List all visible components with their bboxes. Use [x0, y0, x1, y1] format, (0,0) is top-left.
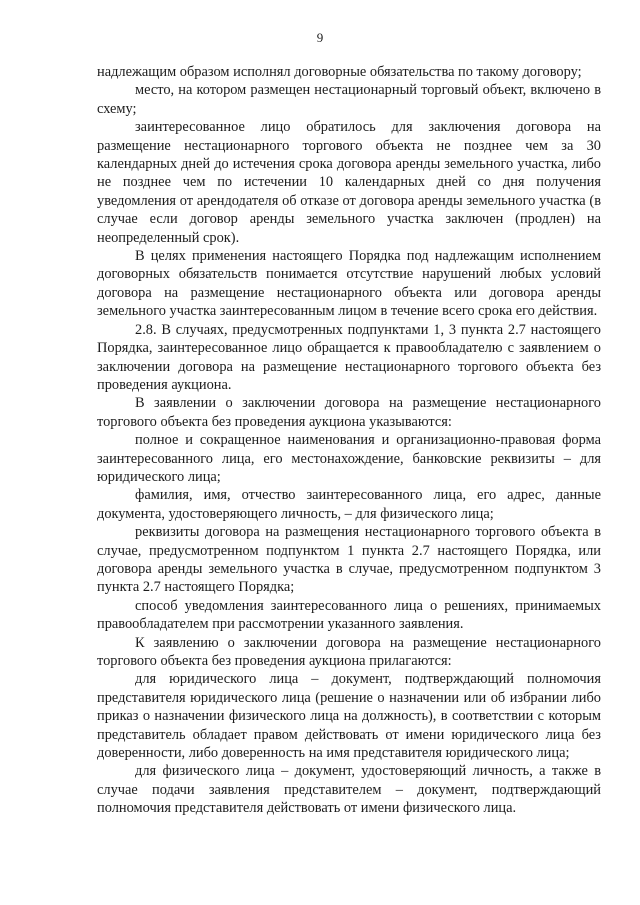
paragraph: 2.8. В случаях, предусмотренных подпунктами 1, 3 пункта 2.7 настоящего Порядка, заинтересованное лицо обращается к правообладателю с заявлением о заключении договора на размещение нестационарного торгового объекта без проведения аукциона. — [97, 321, 601, 393]
paragraph: место, на котором размещен нестационарный торговый объект, включено в схему; — [97, 82, 601, 117]
page-number: 9 — [316, 30, 324, 45]
paragraph: способ уведомления заинтересованного лица о решениях, принимаемых правообладателем при рассмотрении указанного заявления. — [97, 597, 601, 633]
paragraph: К заявлению о заключении договора на размещение нестационарного торгового объекта без проведения аукциона прилагаются: — [97, 634, 601, 669]
paragraph: для юридического лица – документ, подтверждающий полномочия представителя юридического лица (решение о назначении или об избрании либо приказ о назначении физического лица на должность), в соответствии с которым представитель обладает правом действовать от имени юридического лица без доверенности, либо доверенность на имя представителя юридического лица; — [97, 671, 601, 762]
paragraph: фамилия, имя, отчество заинтересованного лица, его адрес, данные документа, удостоверяющего личность, – для физического лица; — [97, 487, 601, 522]
paragraph: надлежащим образом исполнял договорные обязательства по такому договору; — [97, 64, 582, 80]
paragraph: полное и сокращенное наименования и организационно-правовая форма заинтересованного лица, его местонахождение, банковские реквизиты – для юридического лица; — [97, 432, 601, 485]
paragraph: заинтересованное лицо обратилось для заключения договора на размещение нестационарного торгового объекта не позднее чем за 30 календарных дней до истечения срока договора аренды земельного участка, либо не позднее чем по истечении 10 календарных дней со дня получения уведомления от арендодателя об отказе от договора аренды земельного участка (в случае если договор аренды земельного участка заключен (продлен) на неопределенный срок). — [97, 119, 601, 246]
paragraph: для физического лица – документ, удостоверяющий личность, а также в случае подачи заявления представителем – документ, подтверждающий полномочия представителя действовать от имени физического лица. — [97, 763, 601, 817]
paragraph: В заявлении о заключении договора на размещение нестационарного торгового объекта без проведения аукциона указываются: — [97, 395, 601, 430]
paragraph: реквизиты договора на размещения нестационарного торгового объекта в случае, предусмотренном подпунктом 1 пункта 2.7 настоящего Порядка, или договора аренды земельного участка в случае, предусмотренном подпунктом 3 пункта 2.7 настоящего Порядка; — [97, 524, 601, 596]
paragraph: В целях применения настоящего Порядка под надлежащим исполнением договорных обязательств понимается отсутствие нарушений любых условий договора на размещение нестационарного объекта или договора аренды земельного участка заинтересованным лицом в течение всего срока его действия. — [97, 248, 601, 320]
document-body — [97, 63, 601, 818]
